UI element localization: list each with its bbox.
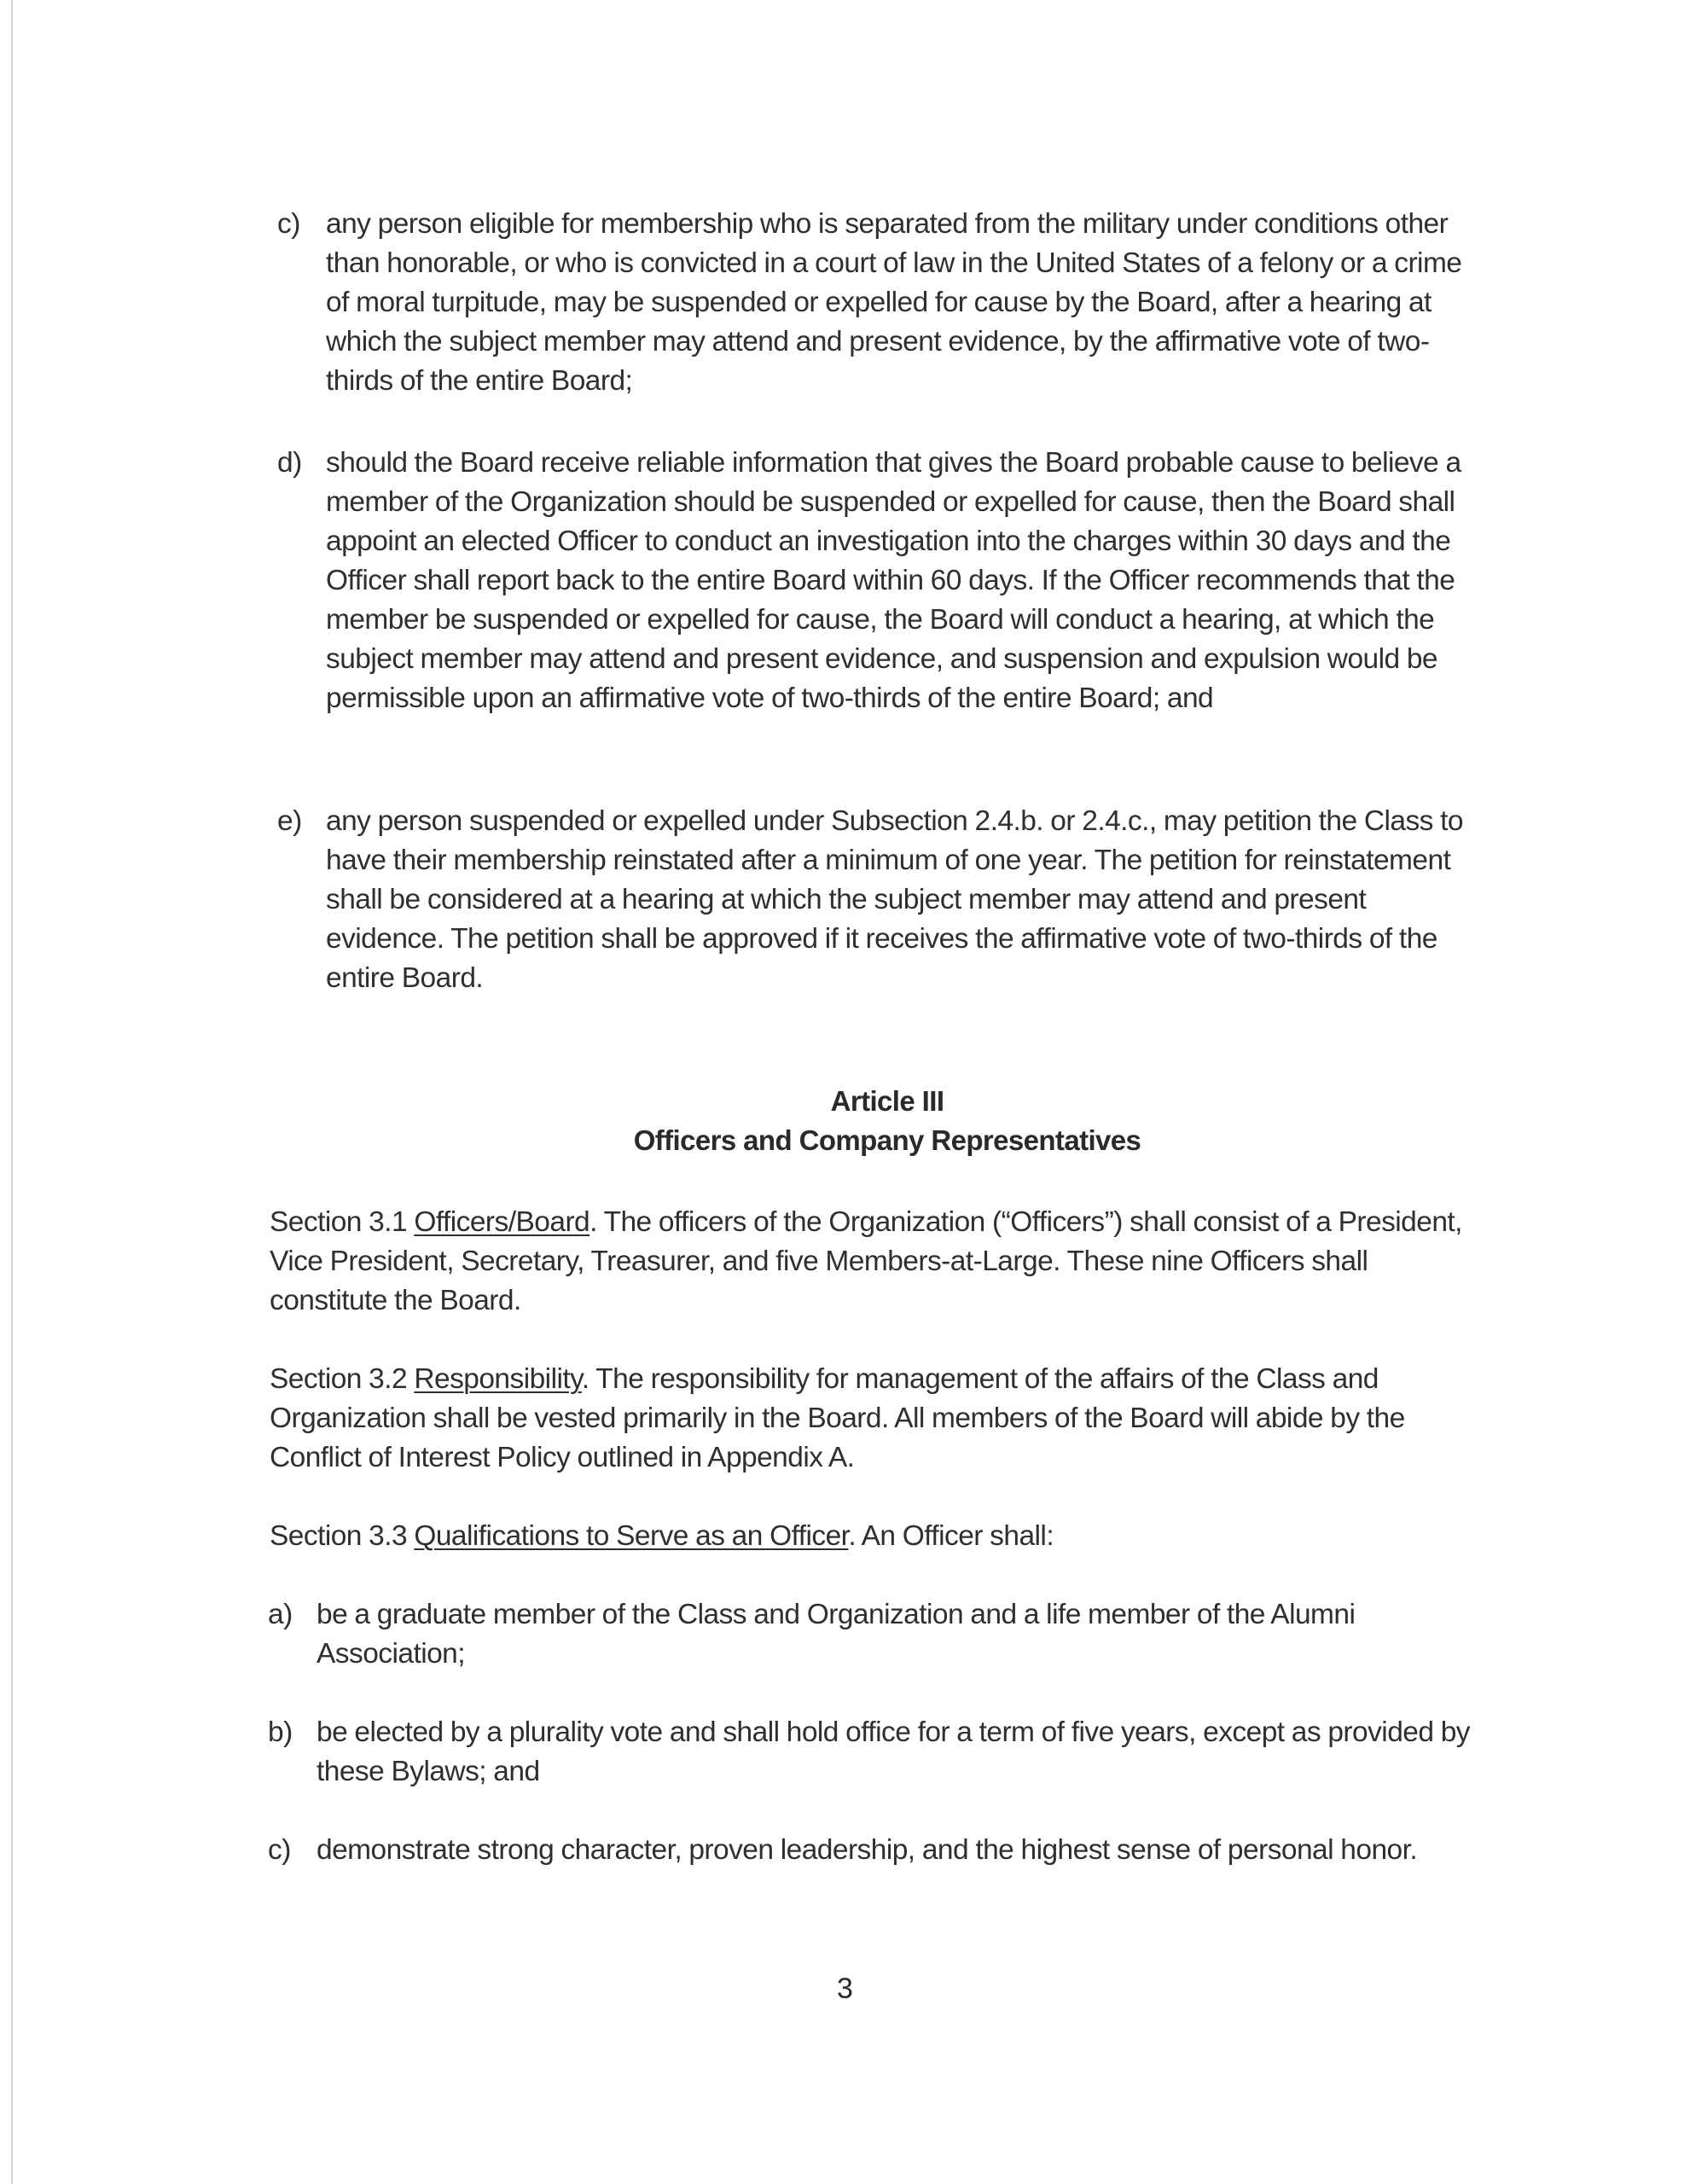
section-number: Section 3.1 [270, 1206, 408, 1238]
list-item-label: b) [268, 1716, 293, 1748]
list-item-text: be elected by a plurality vote and shall hold office for a term of five years, except as provided by these Bylaws; and [317, 1716, 1470, 1787]
list-item-label: e) [277, 805, 302, 837]
list-item-label: d) [277, 447, 302, 479]
qualification-item-c [268, 1831, 1479, 1870]
section-number: Section 3.2 [270, 1363, 408, 1395]
section-body: . The responsibility for management of the affairs of the Class and Organization shall be vested primarily in the Board. All members of the Board will abide by the Conflict of Interest Policy outlined in Appendix A. [270, 1363, 1405, 1473]
qualification-item-b [268, 1713, 1479, 1792]
list-item-text: should the Board receive reliable information that gives the Board probable cause to believe a member of the Organization should be suspended or expelled for cause, then the Board shall appoint an elected Officer to conduct an investigation into the charges within 30 days and the Officer shall report back to the entire Board within 60 days. If the Officer recommends that the member be suspended or expelled for cause, the Board will conduct a hearing, at which the subject member may attend and present evidence, and suspension and expulsion would be permissible upon an affirmative vote of two-thirds of the entire Board; and [326, 447, 1461, 714]
article-number: Article III [830, 1085, 944, 1117]
section-heading: Responsibility [414, 1363, 582, 1395]
list-item-text: any person eligible for membership who is separated from the military under conditions other than honorable, or who is convicted in a court of law in the United States of a felony or a crime of moral turpitude, may be suspended or expelled for cause by the Board, after a hearing at which the subject member may attend and present evidence, by the affirmative vote of two-thirds of the entire Board; [326, 208, 1462, 397]
section-3-2 [270, 1360, 1481, 1478]
list-item-text: demonstrate strong character, proven leadership, and the highest sense of personal honor. [317, 1834, 1418, 1866]
list-item-d [277, 444, 1489, 718]
section-body: . An Officer shall: [848, 1520, 1054, 1552]
list-item-label: a) [268, 1599, 293, 1630]
section-number: Section 3.3 [270, 1520, 408, 1552]
article-title: Officers and Company Representatives [633, 1124, 1141, 1156]
section-heading: Officers/Board [414, 1206, 590, 1238]
list-item-label: c) [268, 1834, 291, 1866]
section-body: . The officers of the Organization (“Officers”) shall consist of a President, Vice President, Secretary, Treasurer, and five Members-at-Large. These nine Officers shall constitute the Board. [270, 1206, 1462, 1316]
list-item-c [277, 205, 1472, 401]
page-number: 3 [837, 1972, 853, 2005]
list-item-text: be a graduate member of the Class and Organization and a life member of the Alumni Association; [317, 1599, 1356, 1670]
list-item-label: c) [277, 208, 300, 240]
section-3-1 [270, 1203, 1481, 1321]
list-item-text: any person suspended or expelled under Subsection 2.4.b. or 2.4.c., may petition the Class to have their membership reinstated after a minimum of one year. The petition for reinstatement shall be considered at a hearing at which the subject member may attend and present evidence. The petition shall be approved if it receives the affirmative vote of two-thirds of the entire Board. [326, 805, 1463, 994]
section-heading: Qualifications to Serve as an Officer [414, 1520, 849, 1552]
qualification-item-a [268, 1595, 1411, 1674]
list-item-e [277, 802, 1489, 998]
section-3-3 [270, 1517, 1481, 1556]
